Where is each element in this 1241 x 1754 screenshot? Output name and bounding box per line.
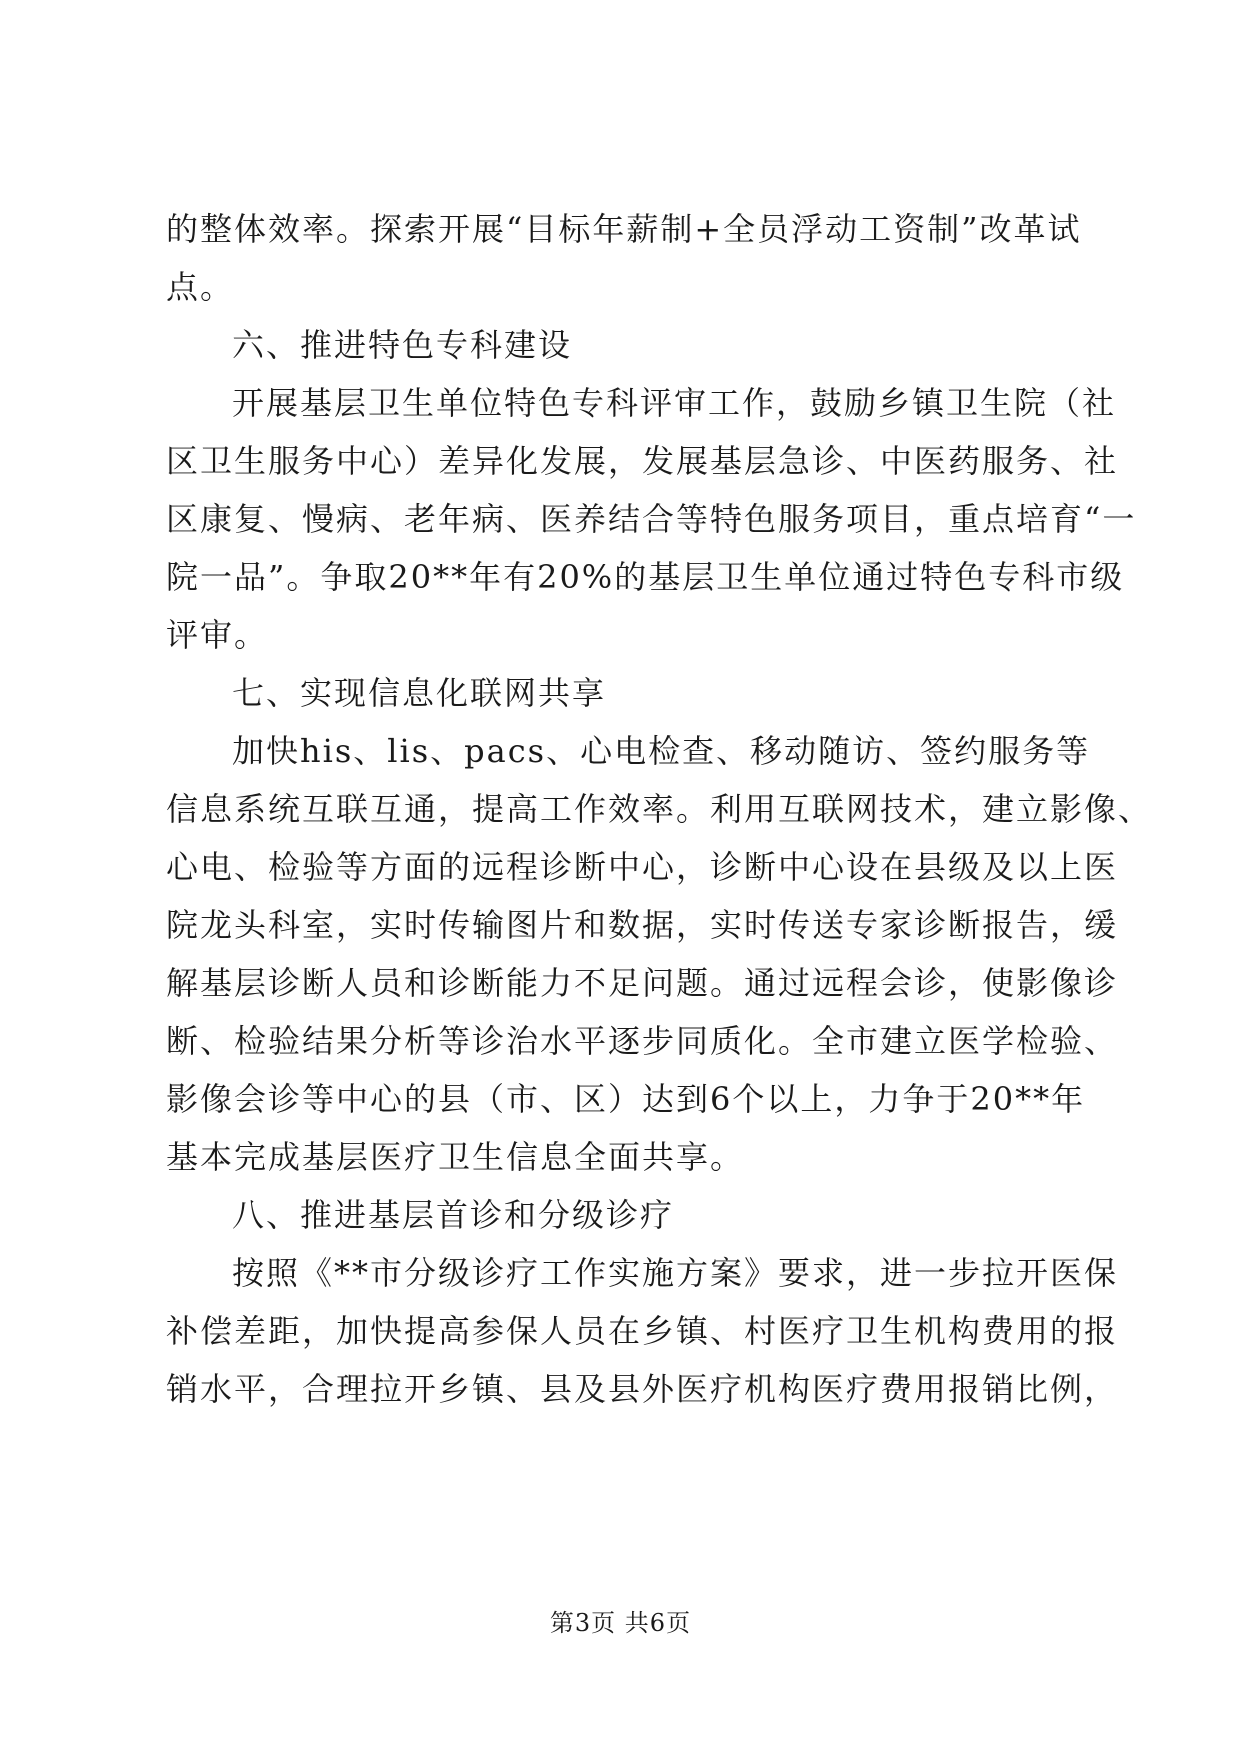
- paragraph-line: 解基层诊断人员和诊断能力不足问题。通过远程会诊，使影像诊: [166, 964, 1119, 1002]
- page-number-footer: 第3页 共6页: [549, 1609, 692, 1637]
- paragraph-line: 点。: [166, 268, 235, 306]
- paragraph-line: 加快his、lis、pacs、心电检查、移动随访、签约服务等: [232, 732, 1091, 770]
- paragraph-line: 心电、检验等方面的远程诊断中心，诊断中心设在县级及以上医: [166, 848, 1119, 886]
- paragraph-line: 开展基层卫生单位特色专科评审工作，鼓励乡镇卫生院（社: [232, 384, 1117, 422]
- paragraph-line: 院一品”。争取20**年有20%的基层卫生单位通过特色专科市级: [166, 558, 1125, 596]
- paragraph-line: 区康复、慢病、老年病、医养结合等特色服务项目，重点培育“一: [166, 500, 1137, 538]
- paragraph-line: 按照《**市分级诊疗工作实施方案》要求，进一步拉开医保: [232, 1254, 1119, 1292]
- section-heading: 六、推进特色专科建设: [232, 326, 573, 364]
- paragraph-line: 断、检验结果分析等诊治水平逐步同质化。全市建立医学检验、: [166, 1022, 1119, 1060]
- paragraph-line: 院龙头科室，实时传输图片和数据，实时传送专家诊断报告，缓: [166, 906, 1119, 944]
- paragraph-line: 信息系统互联互通，提高工作效率。利用互联网技术，建立影像、: [166, 790, 1153, 828]
- paragraph-line: 补偿差距，加快提高参保人员在乡镇、村医疗卫生机构费用的报: [166, 1312, 1119, 1350]
- paragraph-line: 影像会诊等中心的县（市、区）达到6个以上，力争于20**年: [166, 1080, 1086, 1118]
- paragraph-line: 销水平，合理拉开乡镇、县及县外医疗机构医疗费用报销比例，: [166, 1370, 1119, 1408]
- paragraph-line: 的整体效率。探索开展“目标年薪制+全员浮动工资制”改革试: [166, 210, 1082, 248]
- paragraph-line: 评审。: [166, 616, 269, 654]
- section-heading: 八、推进基层首诊和分级诊疗: [232, 1196, 675, 1234]
- paragraph-line: 基本完成基层医疗卫生信息全面共享。: [166, 1138, 745, 1176]
- section-heading: 七、实现信息化联网共享: [232, 674, 607, 712]
- paragraph-line: 区卫生服务中心）差异化发展，发展基层急诊、中医药服务、社: [166, 442, 1119, 480]
